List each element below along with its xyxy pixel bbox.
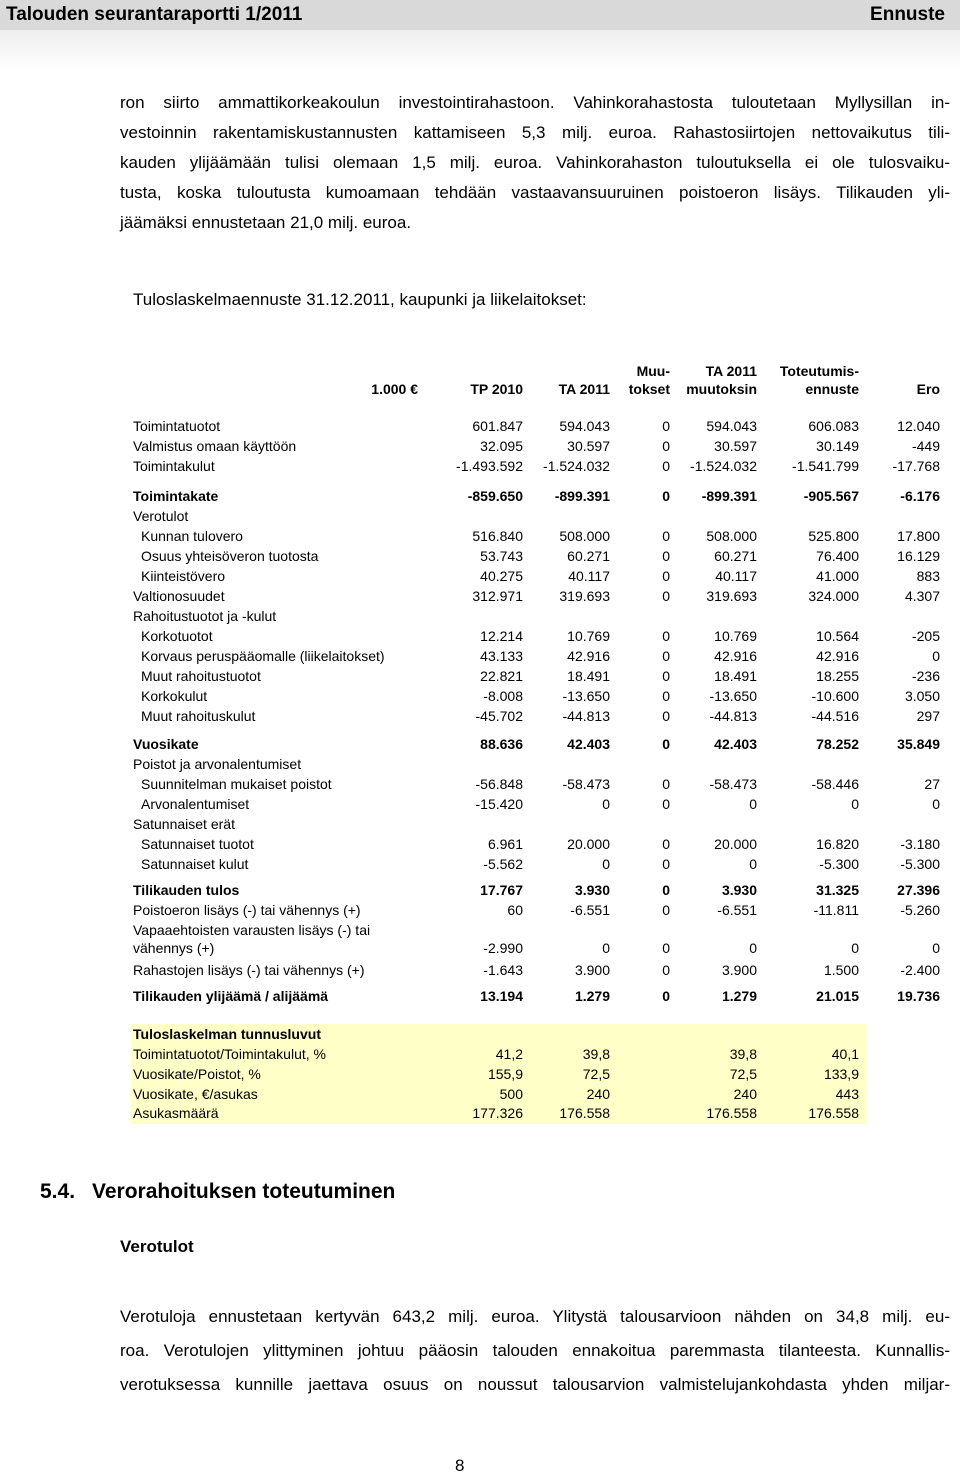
- table-row: [0, 608, 960, 628]
- page-number: 8: [455, 1456, 465, 1475]
- cell-c6: 27: [924, 776, 940, 792]
- cell-c6: 4.307: [904, 588, 940, 604]
- kpi-cell-c1: 41,2: [495, 1046, 523, 1062]
- cell-c5: -10.600: [811, 688, 859, 704]
- cell-c5: 525.800: [808, 528, 859, 544]
- table-title: Tuloslaskelmaennuste 31.12.2011, kaupunki ja liikelaitokset:: [133, 290, 587, 309]
- section-number: 5.4.: [40, 1180, 76, 1203]
- column-ta2011: TA 2011: [558, 381, 610, 397]
- cell-c4: 594.043: [706, 418, 757, 434]
- column-tp2010: TP 2010: [470, 381, 523, 397]
- cell-c2: 30.597: [567, 438, 610, 454]
- cell-c6: -2.400: [900, 962, 940, 978]
- cell-c3: 0: [662, 902, 670, 918]
- cell-c4: -6.551: [717, 902, 757, 918]
- cell-c6: 0: [932, 648, 940, 664]
- cell-c2: 42.916: [567, 648, 610, 664]
- cell-c5: 606.083: [808, 418, 859, 434]
- row-label: Vuosikate: [133, 736, 199, 752]
- cell-c4: 0: [749, 856, 757, 872]
- row-label: Valtionosuudet: [133, 588, 225, 604]
- cell-c2: 3.930: [574, 882, 610, 898]
- row-label-continued: vähennys (+): [133, 940, 215, 956]
- cell-c3: 0: [662, 962, 670, 978]
- row-label: Valmistus omaan käyttöön: [133, 438, 297, 454]
- cell-c1: -45.702: [475, 708, 523, 724]
- cell-c4: -58.473: [709, 776, 757, 792]
- cell-c1: 516.840: [472, 528, 523, 544]
- cell-c2: 10.769: [567, 628, 610, 644]
- header-shade: [0, 30, 960, 70]
- cell-c4: 30.597: [714, 438, 757, 454]
- cell-c6: 19.736: [897, 988, 940, 1004]
- cell-c1: 601.847: [472, 418, 523, 434]
- row-label: Kunnan tulovero: [141, 528, 243, 544]
- table-row: [0, 688, 960, 708]
- row-label: Toimintakulut: [133, 458, 215, 474]
- cell-c4: 3.900: [721, 962, 757, 978]
- cell-c6: 12.040: [897, 418, 940, 434]
- section-title: Verorahoituksen toteutuminen: [92, 1180, 396, 1203]
- row-label: Muut rahoituskulut: [141, 708, 256, 724]
- cell-c4: 0: [749, 940, 757, 956]
- table-row: [0, 836, 960, 856]
- row-label: Arvonalentumiset: [141, 796, 250, 812]
- kpi-cell-c5: 443: [835, 1086, 859, 1102]
- body-paragraph: [120, 1300, 950, 1402]
- intro-paragraph: [120, 88, 950, 238]
- cell-c3: 0: [662, 708, 670, 724]
- cell-c5: 18.255: [816, 668, 859, 684]
- cell-c3: 0: [662, 988, 670, 1004]
- cell-c4: 40.117: [715, 568, 757, 584]
- kpi-cell-c1: 177.326: [472, 1105, 523, 1121]
- cell-c5: 0: [851, 796, 859, 812]
- row-label: Kiinteistövero: [141, 568, 226, 584]
- cell-c2: 0: [602, 796, 610, 812]
- table-row: [0, 882, 960, 902]
- row-label: Muut rahoitustuotot: [141, 668, 261, 684]
- kpi-cell-c4: 240: [733, 1086, 757, 1102]
- kpi-cell-c4: 176.558: [706, 1105, 757, 1121]
- cell-c5: 30.149: [816, 438, 859, 454]
- cell-c1: 53.743: [480, 548, 523, 564]
- cell-c6: 0: [932, 940, 940, 956]
- table-row: [0, 962, 960, 982]
- row-label: Korkotuotot: [141, 628, 213, 644]
- cell-c2: -899.391: [554, 488, 610, 504]
- cell-c3: 0: [662, 528, 670, 544]
- cell-c4: 18.491: [714, 668, 757, 684]
- cell-c2: 508.000: [559, 528, 610, 544]
- kpi-label: Vuosikate/Poistot, %: [133, 1066, 261, 1082]
- cell-c5: -5.300: [819, 856, 859, 872]
- table-row: [0, 648, 960, 668]
- table-row: [0, 902, 960, 922]
- cell-c4: -899.391: [701, 488, 757, 504]
- cell-c3: 0: [662, 568, 670, 584]
- cell-c3: 0: [662, 588, 670, 604]
- cell-c5: -905.567: [803, 488, 859, 504]
- cell-c3: 0: [662, 648, 670, 664]
- column-ennuste-line2: ennuste: [805, 381, 859, 397]
- cell-c2: 18.491: [567, 668, 610, 684]
- row-label: Korvaus peruspääomalle (liikelaitokset): [141, 648, 385, 664]
- column-ennuste-line1: Toteutumis-: [779, 363, 859, 379]
- cell-c1: -5.562: [483, 856, 523, 872]
- table-row: [0, 776, 960, 796]
- row-label: Osuus yhteisöveron tuotosta: [141, 548, 319, 564]
- cell-c5: 16.820: [816, 836, 859, 852]
- row-label: Tilikauden ylijäämä / alijäämä: [133, 988, 329, 1004]
- cell-c6: 0: [932, 796, 940, 812]
- cell-c5: -1.541.799: [792, 458, 859, 474]
- row-label: Rahastojen lisäys (-) tai vähennys (+): [133, 962, 365, 978]
- intro-line: kauden ylijäämään tulisi olemaan 1,5 milj. euroa. Vahinkorahaston tuloutuksella ei ole tulosvaiku-: [120, 153, 950, 172]
- table-row: [0, 796, 960, 816]
- cell-c3: 0: [662, 940, 670, 956]
- cell-c1: -1.643: [483, 962, 523, 978]
- report-title: Talouden seurantaraportti 1/2011: [6, 4, 303, 25]
- subheading: Verotulot: [120, 1237, 194, 1256]
- table-row: [0, 588, 960, 608]
- body-line: verotuksessa kunnille jaettava osuus on noussut talousarvion valmistelujankohdasta yhden miljar-: [120, 1375, 950, 1394]
- cell-c5: 1.500: [823, 962, 859, 978]
- kpi-title-row: [0, 1026, 960, 1046]
- kpi-cell-c5: 176.558: [808, 1105, 859, 1121]
- cell-c6: 883: [916, 568, 940, 584]
- kpi-cell-c2: 240: [586, 1086, 610, 1102]
- cell-c2: -6.551: [570, 902, 610, 918]
- cell-c1: 60: [507, 902, 523, 918]
- cell-c6: 3.050: [904, 688, 940, 704]
- row-label: Suunnitelman mukaiset poistot: [141, 776, 332, 792]
- kpi-label: Asukasmäärä: [133, 1105, 219, 1121]
- table-row: [0, 736, 960, 756]
- cell-c3: 0: [662, 856, 670, 872]
- cell-c2: 20.000: [567, 836, 610, 852]
- cell-c6: 297: [916, 708, 940, 724]
- cell-c2: 60.271: [567, 548, 610, 564]
- kpi-title: Tuloslaskelman tunnusluvut: [133, 1026, 321, 1042]
- kpi-cell-c5: 40,1: [831, 1046, 859, 1062]
- cell-c5: 324.000: [808, 588, 859, 604]
- table-row: [0, 668, 960, 688]
- table-row: [0, 816, 960, 836]
- row-label: Toimintakate: [133, 488, 219, 504]
- cell-c2: 0: [602, 940, 610, 956]
- row-label: Satunnaiset erät: [133, 816, 235, 832]
- row-label: Satunnaiset kulut: [141, 856, 249, 872]
- table-row: [0, 458, 960, 478]
- table-row: [0, 756, 960, 776]
- table-row: [0, 548, 960, 568]
- cell-c1: 12.214: [480, 628, 523, 644]
- cell-c3: 0: [662, 796, 670, 812]
- cell-c4: 42.403: [714, 736, 757, 752]
- cell-c5: -44.516: [811, 708, 859, 724]
- cell-c2: 42.403: [567, 736, 610, 752]
- kpi-row: [0, 1046, 960, 1066]
- table-row: [0, 438, 960, 458]
- cell-c1: 88.636: [480, 736, 523, 752]
- cell-c3: 0: [662, 628, 670, 644]
- table-row: [0, 628, 960, 648]
- row-label: Vapaaehtoisten varausten lisäys (-) tai: [133, 922, 371, 938]
- table-row: [0, 988, 960, 1008]
- cell-c5: -58.446: [811, 776, 859, 792]
- cell-c5: 31.325: [816, 882, 859, 898]
- cell-c6: -17.768: [892, 458, 940, 474]
- cell-c1: 13.194: [480, 988, 523, 1004]
- body-line: roa. Verotulojen ylittyminen johtuu pääosin talouden ennakoitua paremmasta tilanteesta. Kunnallis-: [120, 1341, 950, 1360]
- cell-c1: 312.971: [472, 588, 523, 604]
- cell-c5: 21.015: [816, 988, 859, 1004]
- body-line: Verotuloja ennustetaan kertyvän 643,2 milj. euroa. Ylitystä talousarvioon nähden on 34,8 milj. eu-: [120, 1307, 950, 1326]
- cell-c2: -58.473: [562, 776, 610, 792]
- cell-c1: -8.008: [483, 688, 523, 704]
- table-row: [0, 418, 960, 438]
- cell-c2: 0: [602, 856, 610, 872]
- report-type: Ennuste: [870, 4, 945, 25]
- cell-c4: 20.000: [714, 836, 757, 852]
- kpi-row: [0, 1086, 960, 1106]
- kpi-cell-c2: 176.558: [559, 1105, 610, 1121]
- kpi-label: Vuosikate, €/asukas: [133, 1086, 258, 1102]
- table-row: [0, 508, 960, 528]
- cell-c1: -859.650: [467, 488, 523, 504]
- row-label: Korkokulut: [141, 688, 208, 704]
- cell-c2: 3.900: [574, 962, 610, 978]
- cell-c4: 42.916: [714, 648, 757, 664]
- cell-c4: 3.930: [721, 882, 757, 898]
- row-label: Poistot ja arvonalentumiset: [133, 756, 302, 772]
- cell-c2: -13.650: [562, 688, 610, 704]
- column-ta-muutoksin-line2: muutoksin: [686, 381, 757, 397]
- intro-line: ron siirto ammattikorkeakoulun investointirahastoon. Vahinkorahastosta tuloutetaan Myllysillan in-: [120, 93, 950, 112]
- intro-line: tusta, koska tuloutusta kumoamaan tehdään vastaavansuuruinen poistoeron lisäys. Tilikauden yli-: [120, 183, 950, 202]
- kpi-label: Toimintatuotot/Toimintakulut, %: [133, 1046, 326, 1062]
- cell-c1: 17.767: [480, 882, 523, 898]
- cell-c3: 0: [662, 736, 670, 752]
- cell-c1: 43.133: [480, 648, 523, 664]
- cell-c3: 0: [662, 418, 670, 434]
- kpi-cell-c4: 72,5: [729, 1066, 757, 1082]
- cell-c6: 35.849: [897, 736, 940, 752]
- cell-c4: 0: [749, 796, 757, 812]
- table-row: [0, 488, 960, 508]
- cell-c2: 1.279: [574, 988, 610, 1004]
- column-ta-muutoksin-line1: TA 2011: [705, 363, 757, 379]
- cell-c3: 0: [662, 548, 670, 564]
- kpi-row: [0, 1066, 960, 1086]
- cell-c1: 40.275: [480, 568, 523, 584]
- page-header: [0, 0, 960, 70]
- row-label: Poistoeron lisäys (-) tai vähennys (+): [133, 902, 361, 918]
- cell-c2: 40.117: [568, 568, 610, 584]
- table-row: [0, 856, 960, 876]
- cell-c4: 1.279: [721, 988, 757, 1004]
- cell-c1: 32.095: [480, 438, 523, 454]
- intro-line: vestoinnin rakentamiskustannusten kattamiseen 5,3 milj. euroa. Rahastosiirtojen nettovaikutus tili-: [120, 123, 950, 142]
- cell-c2: -1.524.032: [543, 458, 610, 474]
- kpi-cell-c5: 133,9: [823, 1066, 859, 1082]
- cell-c5: 41.000: [816, 568, 859, 584]
- cell-c4: -44.813: [709, 708, 757, 724]
- cell-c6: -205: [911, 628, 940, 644]
- cell-c3: 0: [662, 836, 670, 852]
- cell-c4: -13.650: [709, 688, 757, 704]
- cell-c6: -449: [911, 438, 940, 454]
- cell-c5: 76.400: [816, 548, 859, 564]
- column-ero: Ero: [916, 381, 940, 397]
- intro-line: jäämäksi ennustetaan 21,0 milj. euroa.: [120, 213, 412, 232]
- cell-c1: -15.420: [475, 796, 523, 812]
- cell-c1: 22.821: [480, 668, 523, 684]
- row-label: Verotulot: [133, 508, 189, 524]
- cell-c3: 0: [662, 776, 670, 792]
- cell-c4: 508.000: [706, 528, 757, 544]
- cell-c3: 0: [662, 668, 670, 684]
- cell-c3: 0: [662, 488, 670, 504]
- cell-c1: 6.961: [487, 836, 523, 852]
- table-row: [0, 568, 960, 588]
- cell-c4: 319.693: [706, 588, 757, 604]
- kpi-cell-c1: 155,9: [487, 1066, 523, 1082]
- cell-c3: 0: [662, 438, 670, 454]
- cell-c2: 594.043: [559, 418, 610, 434]
- cell-c1: -1.493.592: [456, 458, 523, 474]
- cell-c4: 60.271: [714, 548, 757, 564]
- kpi-cell-c4: 39,8: [729, 1046, 757, 1062]
- row-label: Satunnaiset tuotot: [141, 836, 254, 852]
- cell-c2: -44.813: [562, 708, 610, 724]
- cell-c6: -5.300: [900, 856, 940, 872]
- cell-c6: -3.180: [900, 836, 940, 852]
- row-label: Rahoitustuotot ja -kulut: [133, 608, 277, 624]
- cell-c6: 16.129: [897, 548, 940, 564]
- cell-c6: -5.260: [900, 902, 940, 918]
- table-row: [0, 708, 960, 728]
- kpi-cell-c2: 72,5: [582, 1066, 610, 1082]
- cell-c5: 0: [851, 940, 859, 956]
- cell-c1: -2.990: [483, 940, 523, 956]
- column-unit: 1.000 €: [371, 381, 418, 397]
- row-label: Tilikauden tulos: [133, 882, 240, 898]
- column-muutokset-line1: Muu-: [636, 363, 670, 379]
- cell-c3: 0: [662, 458, 670, 474]
- kpi-cell-c1: 500: [499, 1086, 523, 1102]
- table-row: [0, 528, 960, 548]
- kpi-cell-c2: 39,8: [582, 1046, 610, 1062]
- cell-c5: 78.252: [816, 736, 859, 752]
- cell-c4: 10.769: [714, 628, 757, 644]
- kpi-row: [0, 1105, 960, 1125]
- cell-c6: 27.396: [897, 882, 940, 898]
- column-muutokset-line2: tokset: [628, 381, 670, 397]
- cell-c5: 42.916: [816, 648, 859, 664]
- cell-c2: 319.693: [559, 588, 610, 604]
- cell-c6: 17.800: [897, 528, 940, 544]
- cell-c5: 10.564: [816, 628, 859, 644]
- cell-c5: -11.811: [813, 902, 859, 918]
- cell-c3: 0: [662, 688, 670, 704]
- row-label: Toimintatuotot: [133, 418, 221, 434]
- cell-c3: 0: [662, 882, 670, 898]
- cell-c4: -1.524.032: [690, 458, 757, 474]
- cell-c1: -56.848: [475, 776, 523, 792]
- table-row: [0, 922, 960, 960]
- cell-c6: -6.176: [900, 488, 940, 504]
- cell-c6: -236: [911, 668, 940, 684]
